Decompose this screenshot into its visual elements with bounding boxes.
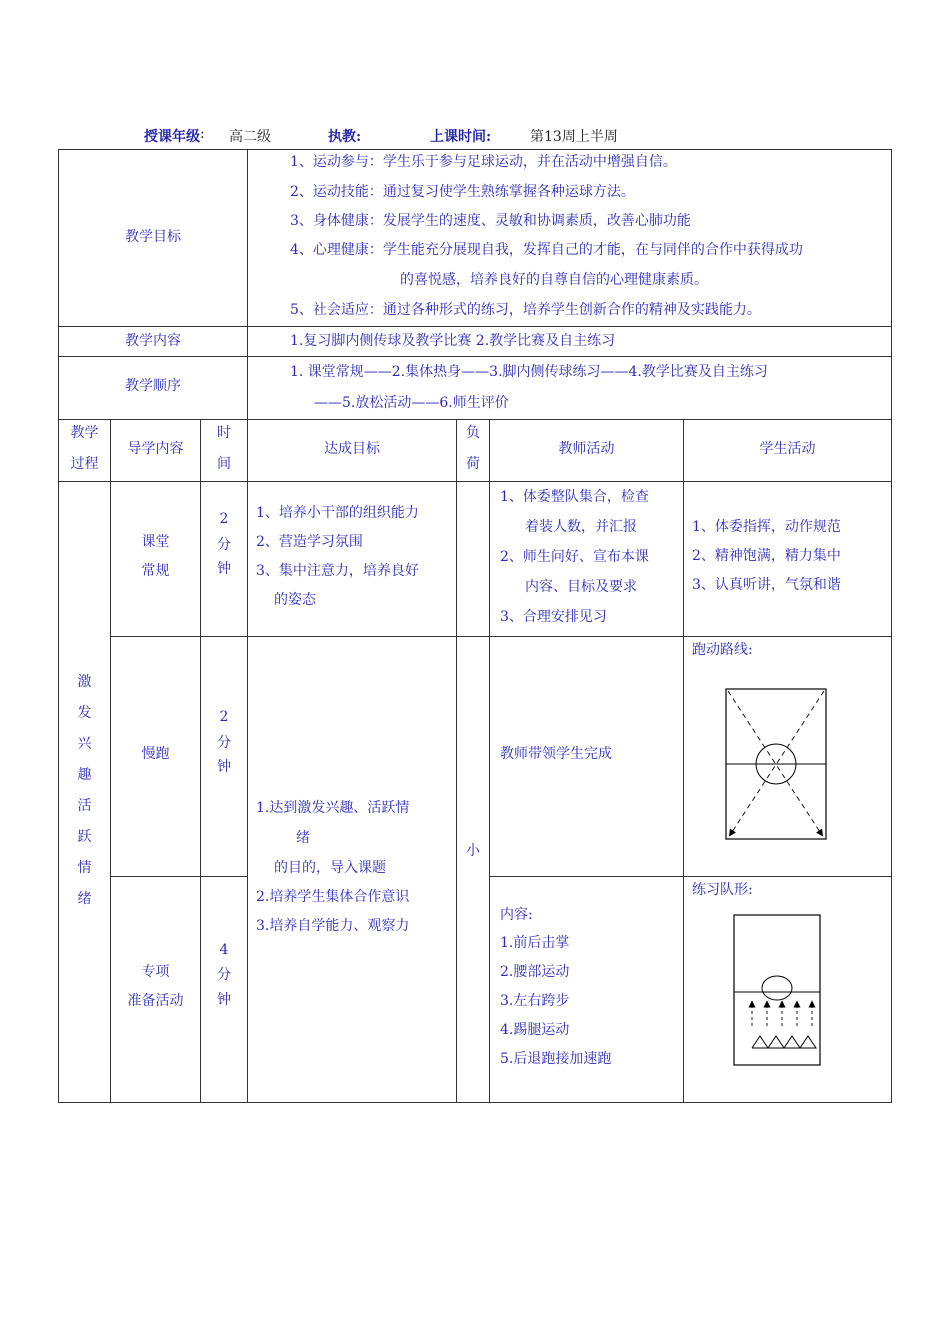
row2-student-title: 跑动路线: — [692, 642, 753, 658]
row3-teacher-item: 1.前后击掌 — [500, 935, 570, 951]
row1-teacher: 着装人数，并汇报 — [525, 519, 637, 535]
row3-time: 钟 — [217, 992, 231, 1008]
order-line-2: ——5.放松活动——6.师生评价 — [314, 395, 509, 411]
row3-teacher-item: 5.后退跑接加速跑 — [500, 1051, 612, 1067]
row1-teacher: 1、体委整队集合，检查 — [500, 489, 649, 505]
time-value: 第13周上半周 — [530, 129, 618, 145]
row1-teacher: 内容、目标及要求 — [525, 579, 637, 595]
header-guide: 导学内容 — [127, 441, 184, 457]
time-label: 上课时间: — [430, 129, 492, 145]
row1-student: 2、精神饱满，精力集中 — [692, 548, 841, 564]
row2-guide: 慢跑 — [141, 746, 170, 762]
process-char: 发 — [77, 705, 92, 721]
header-process: 过程 — [70, 456, 99, 472]
process-char: 绪 — [77, 891, 92, 907]
shared-load: 小 — [466, 843, 480, 859]
shared-goal: 2.培养学生集体合作意识 — [256, 889, 410, 905]
row1-goal: 的姿态 — [274, 592, 316, 608]
row2-time: 2 — [219, 709, 229, 725]
shared-goal: 3.培养自学能力、观察力 — [256, 918, 410, 934]
row1-time: 分 — [217, 537, 231, 553]
lesson-header — [0, 126, 950, 148]
row1-teacher: 3、合理安排见习 — [500, 609, 607, 625]
grade-colon: : — [200, 126, 205, 142]
row1-time: 2 — [219, 511, 229, 527]
teacher-label: 执教: — [328, 129, 362, 145]
order-line-1: 1. 课堂常规——2.集体热身——3.脚内侧传球练习——4.教学比赛及自主练习 — [290, 364, 768, 380]
shared-goal: 的目的，导入课题 — [274, 860, 386, 876]
header-process: 教学 — [70, 425, 99, 441]
row1-guide: 常规 — [141, 563, 170, 579]
practice-formation-diagram — [730, 912, 824, 1068]
row1-time: 钟 — [217, 561, 231, 577]
row1-teacher: 2、师生问好、宣布本课 — [500, 549, 649, 565]
objective-item-continued: 的喜悦感，培养良好的自尊自信的心理健康素质。 — [400, 272, 708, 288]
objectives-label: 教学目标 — [125, 229, 181, 245]
row1-goal: 1、培养小干部的组织能力 — [256, 505, 419, 521]
objective-item: 2、运动技能：通过复习使学生熟练掌握各种运球方法。 — [290, 184, 635, 200]
grade-label: 授课年级 — [144, 129, 200, 145]
row3-time: 分 — [217, 967, 231, 983]
row3-teacher-item: 2.腰部运动 — [500, 964, 570, 980]
header-student: 学生活动 — [759, 441, 816, 457]
objective-item: 4、心理健康：学生能充分展现自我，发挥自己的才能，在与同伴的合作中获得成功 — [290, 242, 803, 258]
row1-student: 1、体委指挥，动作规范 — [692, 519, 841, 535]
header-time: 间 — [217, 456, 231, 472]
process-char: 兴 — [77, 736, 92, 752]
row1-goal: 3、集中注意力，培养良好 — [256, 563, 419, 579]
header-time: 时 — [217, 425, 231, 441]
row1-goal: 2、营造学习氛围 — [256, 534, 363, 550]
shared-goal: 1.达到激发兴趣、活跃情 — [256, 800, 410, 816]
row2-time: 分 — [217, 735, 231, 751]
running-route-diagram — [718, 684, 834, 844]
objective-item: 1、运动参与：学生乐于参与足球运动，并在活动中增强自信。 — [290, 154, 677, 170]
grade-value: 高二级 — [229, 129, 271, 145]
content-label: 教学内容 — [125, 333, 181, 349]
header-teacher: 教师活动 — [558, 441, 615, 457]
process-char: 情 — [77, 860, 92, 876]
row3-student-title: 练习队形: — [692, 882, 753, 898]
process-char: 激 — [77, 674, 92, 690]
row1-student: 3、认真听讲，气氛和谐 — [692, 577, 841, 593]
row2-time: 钟 — [217, 759, 231, 775]
content-value: 1.复习脚内侧传球及教学比赛 2.教学比赛及自主练习 — [290, 333, 616, 349]
row2-teacher: 教师带领学生完成 — [500, 746, 612, 762]
row3-teacher-item: 3.左右跨步 — [500, 993, 570, 1009]
row3-time: 4 — [219, 942, 229, 958]
order-label: 教学顺序 — [125, 378, 181, 394]
header-goal: 达成目标 — [324, 441, 380, 457]
row1-guide: 课堂 — [141, 534, 170, 550]
shared-goal: 绪 — [296, 830, 310, 846]
objective-item: 5、社会适应：通过各种形式的练习，培养学生创新合作的精神及实践能力。 — [290, 302, 761, 318]
objective-item: 3、身体健康：发展学生的速度、灵敏和协调素质，改善心肺功能 — [290, 213, 691, 229]
row3-guide: 专项 — [141, 964, 170, 980]
row3-teacher-item: 4.踢腿运动 — [500, 1022, 570, 1038]
process-char: 跃 — [77, 829, 92, 845]
process-char: 趣 — [77, 767, 92, 783]
header-load: 负 — [466, 425, 480, 441]
row3-guide: 准备活动 — [127, 993, 184, 1009]
row3-teacher-title: 内容: — [500, 907, 533, 923]
header-load: 荷 — [466, 456, 480, 472]
process-char: 活 — [77, 798, 92, 814]
